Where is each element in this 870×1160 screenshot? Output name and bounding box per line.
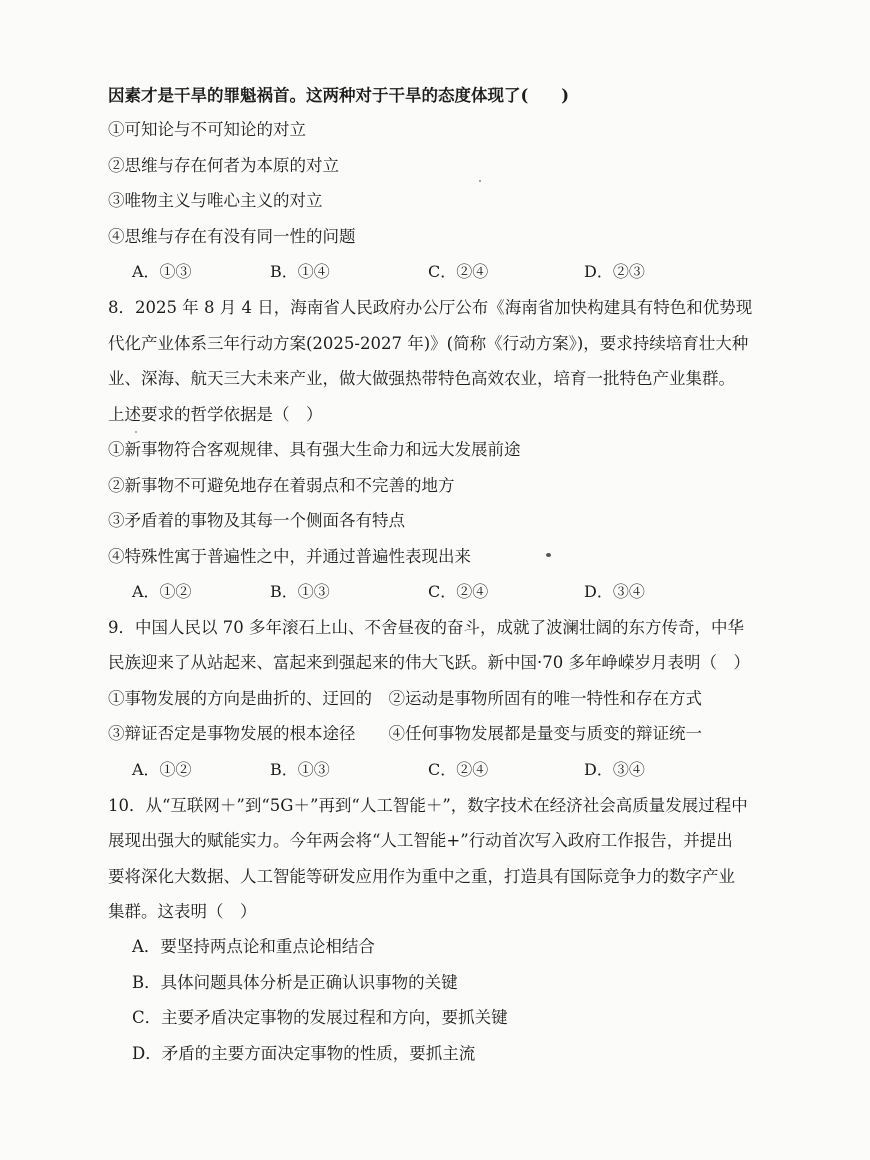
q9-items-row-1: ①事物发展的方向是曲折的、迂回的 ②运动是事物所固有的唯一特性和存在方式 <box>108 689 702 708</box>
q9-option-d: D．③④ <box>584 760 645 779</box>
q8-stem-line-2: 代化产业体系三年行动方案(2025-2027 年)》(简称《行动方案》)，要求持续培育壮大种 <box>108 334 749 353</box>
q9-option-c: C．②④ <box>428 760 489 779</box>
q7-option-a: A．①③ <box>132 262 192 281</box>
scan-speck <box>479 180 481 182</box>
q9-items-row-2: ③辩证否定是事物发展的根本途径 ④任何事物发展都是量变与质变的辩证统一 <box>108 724 702 743</box>
q8-item-2: ②新事物不可避免地存在着弱点和不完善的地方 <box>108 476 455 495</box>
q9-option-b: B．①③ <box>270 760 330 779</box>
q10-choice-b: B．具体问题具体分析是正确认识事物的关键 <box>132 973 458 992</box>
scan-speck <box>546 553 551 557</box>
q8-stem-line-1: 8．2025 年 8 月 4 日，海南省人民政府办公厅公布《海南省加快构建具有特色和优势现 <box>108 298 753 317</box>
q7-option-c: C．②④ <box>428 262 489 281</box>
q10-choice-c: C．主要矛盾决定事物的发展过程和方向，要抓关键 <box>132 1008 508 1027</box>
q7-option-b: B．①④ <box>270 262 330 281</box>
q9-stem-line-2: 民族迎来了从站起来、富起来到强起来的伟大飞跃。新中国·70 多年峥嵘岁月表明（ ） <box>108 653 750 672</box>
q8-item-1: ①新事物符合客观规律、具有强大生命力和远大发展前途 <box>108 440 521 459</box>
q9-option-a: A．①② <box>132 760 192 779</box>
q8-option-b: B．①③ <box>270 582 330 601</box>
q9-stem-line-1: 9．中国人民以 70 多年滚石上山、不舍昼夜的奋斗，成就了波澜壮阔的东方传奇，中华 <box>108 618 744 637</box>
q8-item-4: ④特殊性寓于普遍性之中，并通过普遍性表现出来 <box>108 547 471 566</box>
q10-choice-d: D．矛盾的主要方面决定事物的性质，要抓主流 <box>132 1044 476 1063</box>
q7-item-1: ①可知论与不可知论的对立 <box>108 120 306 139</box>
q10-stem-line-2: 展现出强大的赋能实力。今年两会将“人工智能+”行动首次写入政府工作报告，并提出 <box>108 831 733 850</box>
q10-stem-line-1: 10．从“互联网＋”到“5G＋”再到“人工智能＋”，数字技术在经济社会高质量发展过程中 <box>108 796 748 815</box>
q9-options <box>132 758 772 782</box>
q8-stem-line-4: 上述要求的哲学依据是（ ） <box>108 405 323 424</box>
q10-stem-line-3: 要将深化大数据、人工智能等研发应用作为重中之重，打造具有国际竞争力的数字产业 <box>108 867 735 886</box>
q7-options <box>132 260 772 284</box>
q8-item-3: ③矛盾着的事物及其每一个侧面各有特点 <box>108 511 405 530</box>
q8-options <box>132 580 772 604</box>
q10-stem-line-4: 集群。这表明（ ） <box>108 902 257 921</box>
scan-speck <box>135 431 137 433</box>
q8-option-d: D．③④ <box>584 582 645 601</box>
q8-option-a: A．①② <box>132 582 192 601</box>
q7-item-3: ③唯物主义与唯心主义的对立 <box>108 191 323 210</box>
q7-option-d: D．②③ <box>584 262 645 281</box>
q8-option-c: C．②④ <box>428 582 489 601</box>
q7-item-4: ④思维与存在有没有同一性的问题 <box>108 227 356 246</box>
q7-item-2: ②思维与存在何者为本原的对立 <box>108 156 339 175</box>
q10-choice-a: A．要坚持两点论和重点论相结合 <box>132 937 375 956</box>
q7-stem: 因素才是干旱的罪魁祸首。这两种对于干旱的态度体现了( ) <box>108 86 570 105</box>
q8-stem-line-3: 业、深海、航天三大未来产业，做大做强热带特色高效农业，培育一批特色产业集群。 <box>108 369 735 388</box>
